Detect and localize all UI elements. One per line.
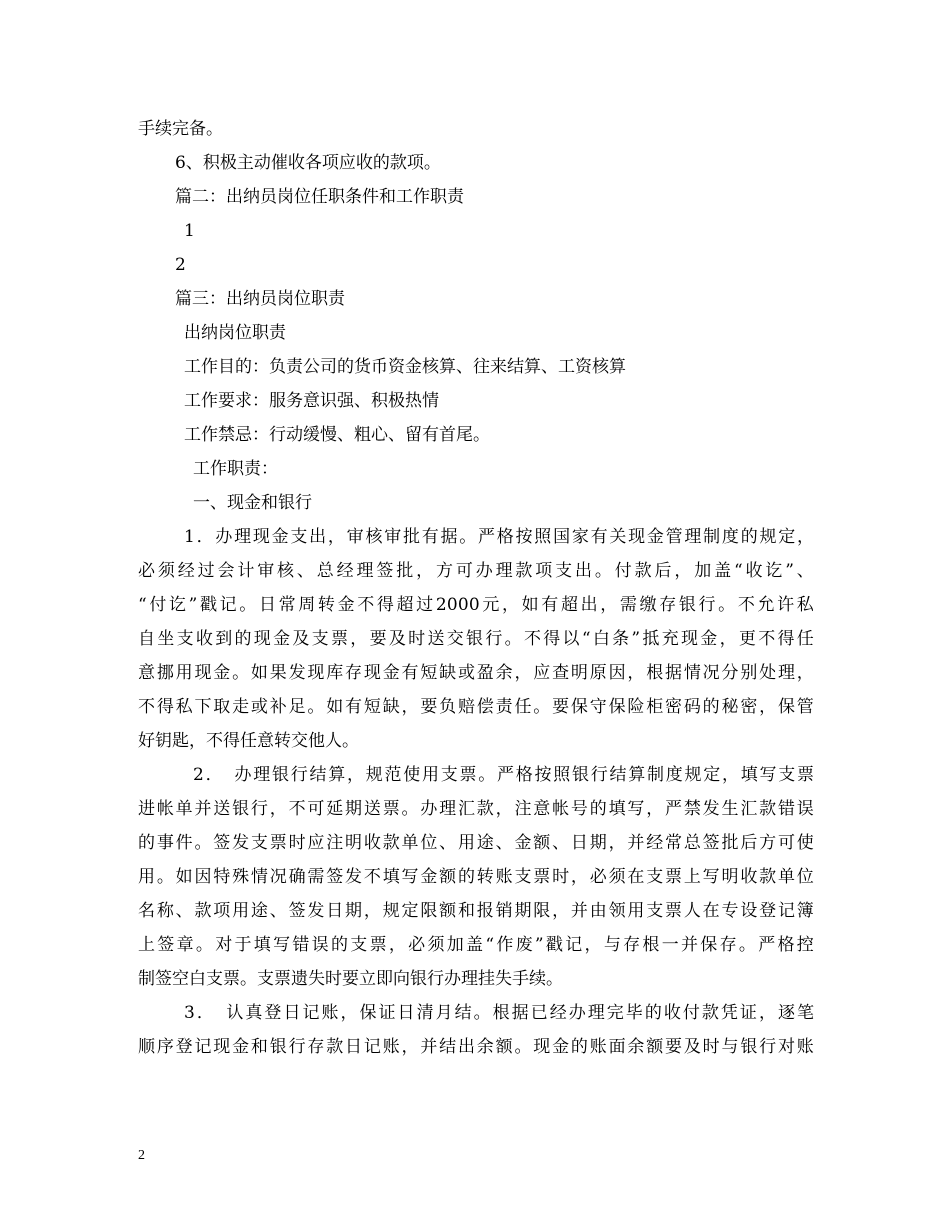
text-line: 工作职责： [193, 459, 278, 479]
paragraph-line: 上签章。对于填写错误的支票，必须加盖“作废”戳记，与存根一并保存。严格控 [138, 935, 814, 955]
page-number: 2 [138, 1148, 145, 1163]
paragraph-line: 进帐单并送银行，不可延期送票。办理汇款，注意帐号的填写，严禁发生汇款错误 [138, 799, 814, 819]
paragraph-line: 自坐支收到的现金及支票，要及时送交银行。不得以“白条”抵充现金，更不得任 [138, 629, 814, 649]
subsection-title: 出纳岗位职责 [184, 323, 286, 343]
text-line: 工作禁忌：行动缓慢、粗心、留有首尾。 [184, 425, 490, 445]
paragraph-line: 必须经过会计审核、总经理签批，方可办理款项支出。付款后，加盖“收讫”、 [138, 561, 814, 581]
text-line: 1 [184, 221, 195, 241]
subsection-title: 一、现金和银行 [193, 493, 312, 513]
paragraph-line: “付讫”戳记。日常周转金不得超过2000元，如有超出，需缴存银行。不允许私 [138, 595, 814, 615]
paragraph-line: 意挪用现金。如果发现库存现金有短缺或盈余，应查明原因，根据情况分别处理， [138, 663, 814, 683]
paragraph-line: 2． 办理银行结算，规范使用支票。严格按照银行结算制度规定，填写支票 [193, 765, 814, 785]
paragraph-line: 名称、款项用途、签发日期，规定限额和报销期限，并由领用支票人在专设登记簿 [138, 901, 814, 921]
paragraph-line: 的事件。签发支票时应注明收款单位、用途、金额、日期，并经常总签批后方可使 [138, 833, 814, 853]
text-line: 工作目的：负责公司的货币资金核算、往来结算、工资核算 [184, 357, 626, 377]
paragraph-line: 用。如因特殊情况确需签发不填写金额的转账支票时，必须在支票上写明收款单位 [138, 867, 814, 887]
paragraph-line: 顺序登记现金和银行存款日记账，并结出余额。现金的账面余额要及时与银行对账 [138, 1037, 814, 1057]
section-heading: 篇三：出纳员岗位职责 [175, 289, 345, 309]
paragraph-line: 3． 认真登日记账，保证日清月结。根据已经办理完毕的收付款凭证，逐笔 [184, 1003, 814, 1023]
text-line: 工作要求：服务意识强、积极热情 [184, 391, 439, 411]
list-item: 6、积极主动催收各项应收的款项。 [175, 153, 441, 173]
text-line: 2 [175, 255, 186, 275]
text-line: 手续完备。 [138, 119, 223, 139]
section-heading: 篇二：出纳员岗位任职条件和工作职责 [175, 187, 464, 207]
paragraph-line: 制签空白支票。支票遗失时要立即向银行办理挂失手续。 [138, 969, 563, 989]
paragraph-line: 不得私下取走或补足。如有短缺，要负赔偿责任。要保守保险柜密码的秘密，保管 [138, 697, 814, 717]
paragraph-line: 1．办理现金支出，审核审批有据。严格按照国家有关现金管理制度的规定， [184, 527, 814, 547]
paragraph-line: 好钥匙，不得任意转交他人。 [138, 731, 359, 751]
